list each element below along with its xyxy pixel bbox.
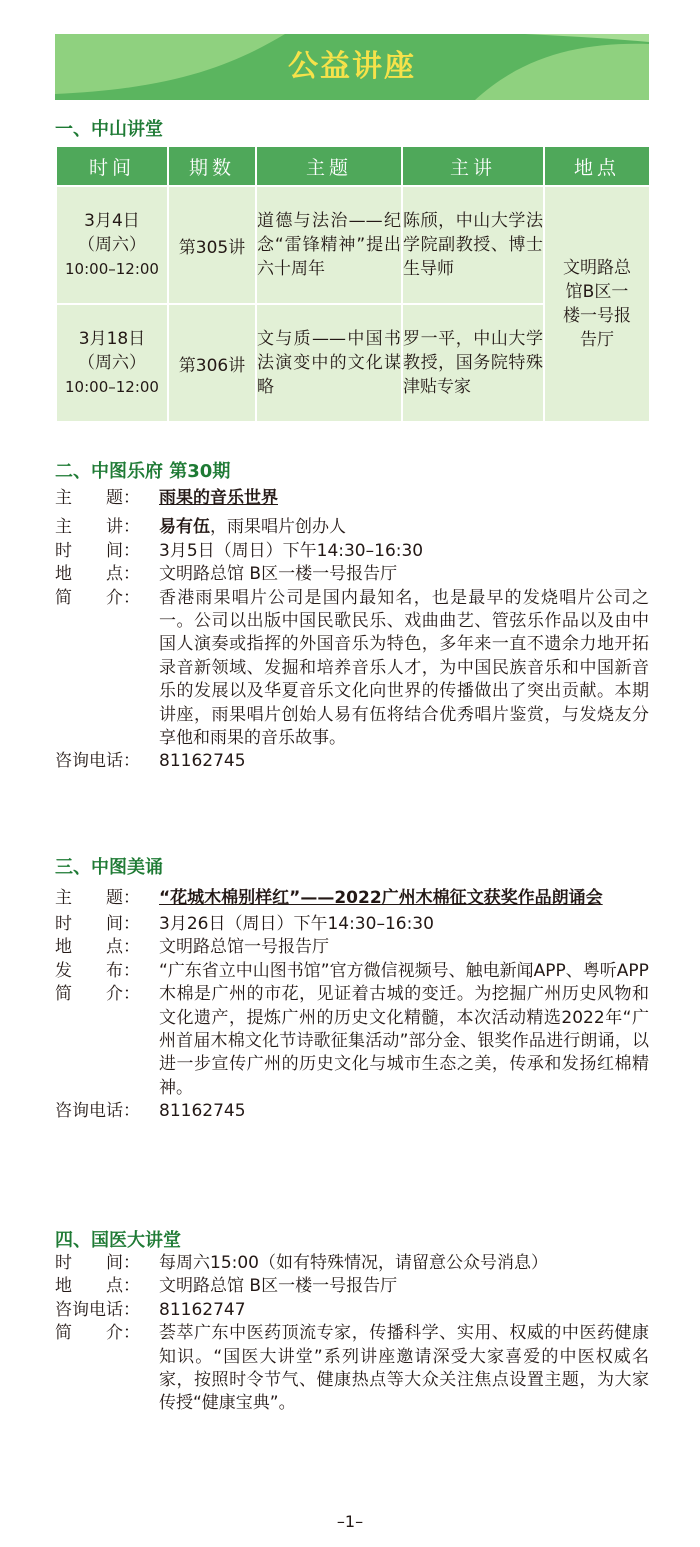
place-label: 地 点：: [55, 937, 140, 958]
date: 3月4日: [84, 211, 140, 231]
intro-value: 木棉是广州的市花，见证着古城的变迁。为挖掘广州历史风物和文化遗产，提炼广州的历史文化精髓，本次活动精选2022年“广州首届木棉文化节诗歌征集活动”部分金、银奖作品进行朗诵，以进一步宣传广州的历史文化与城市生态之美，传承和发扬红棉精神。: [159, 984, 649, 1098]
section1-title: 一、中山讲堂: [55, 119, 163, 140]
intro-label: 简 介：: [55, 984, 140, 1005]
section4-title: 四、国医大讲堂: [55, 1230, 181, 1251]
intro-label: 简 介：: [55, 587, 140, 608]
topic-row: [55, 487, 649, 510]
table-header-row: [56, 146, 650, 186]
place-label: 地 点：: [55, 564, 140, 585]
phone-label: 咨询电话：: [55, 751, 140, 772]
time-value: 每周六15:00（如有特殊情况，请留意公众号消息）: [159, 1253, 548, 1273]
place-row: [55, 563, 649, 586]
place-value: 文明路总馆 B区一楼一号报告厅: [159, 564, 398, 585]
time-row: [55, 540, 649, 563]
time-row: [55, 1252, 649, 1275]
weekday: （周六）: [78, 235, 146, 255]
cell-topic: 道德与法治——纪念“雷锋精神”提出六十周年: [256, 186, 402, 304]
cell-date: [56, 304, 168, 422]
cell-location: [544, 186, 650, 422]
time: 10:00–12:00: [65, 378, 159, 396]
phone-row: [55, 1299, 649, 1322]
topic-label: 主 题：: [55, 488, 140, 508]
section3-title: 三、中图美诵: [55, 857, 163, 878]
section2-title: 二、中图乐府 第30期: [55, 461, 231, 482]
intro-row: [55, 983, 649, 1100]
publish-row: [55, 960, 649, 983]
phone-row: [55, 1100, 649, 1123]
intro-label: 简 介：: [55, 1323, 140, 1344]
section4-info: [55, 1252, 649, 1416]
place-value: 文明路总馆一号报告厅: [159, 937, 329, 958]
weekday: （周六）: [78, 353, 146, 373]
phone-value: 81162745: [159, 751, 246, 772]
topic-value: 雨果的音乐世界: [159, 488, 278, 508]
topic-value: “花城木棉别样红”——2022广州木棉征文获奖作品朗诵会: [159, 888, 603, 908]
intro-value: 香港雨果唱片公司是国内最知名，也是最早的发烧唱片公司之一。公司以出版中国民歌民乐、戏曲曲艺、管弦乐作品以及由中国人演奏或指挥的外国音乐为特色，多年来一直不遗余力地开拓录音新领域、发掘和培养音乐人才，为中国民族音乐和中国新音乐的发展以及华夏音乐文化向世界的传播做出了突出贡献。本期讲座，雨果唱片创始人易有伍将结合优秀唱片鉴赏，与发烧友分享他和雨果的音乐故事。: [159, 587, 649, 749]
header-issue: 期数: [168, 146, 256, 186]
page-number: –1–: [336, 1512, 364, 1531]
intro-row: [55, 587, 649, 751]
banner-title: 公益讲座: [288, 49, 416, 84]
time-label: 时 间：: [55, 914, 140, 934]
header-time: 时间: [56, 146, 168, 186]
publish-label: 发 布：: [55, 960, 140, 981]
topic-row: [55, 883, 649, 913]
time-label: 时 间：: [55, 540, 140, 561]
section3-info: [55, 883, 649, 1124]
table-row: [56, 186, 650, 304]
header-topic: 主题: [256, 146, 402, 186]
header-location: 地点: [544, 146, 650, 186]
phone-value: 81162745: [159, 1101, 246, 1122]
phone-value: 81162747: [159, 1299, 246, 1320]
time: 10:00–12:00: [65, 260, 159, 278]
publish-value: “广东省立中山图书馆”官方微信视频号、触电新闻APP、粤听APP: [159, 960, 649, 981]
lecture-table: [55, 145, 651, 423]
time-value: 3月5日（周日）下午14:30–16:30: [159, 540, 424, 561]
intro-row: [55, 1322, 649, 1416]
cell-speaker: 罗一平，中山大学教授，国务院特殊津贴专家: [402, 304, 544, 422]
cell-issue: 第306讲: [168, 304, 256, 422]
time-row: [55, 913, 649, 936]
speaker-role: ，雨果唱片创办人: [210, 517, 346, 538]
place-value: 文明路总馆 B区一楼一号报告厅: [159, 1276, 398, 1297]
cell-topic: 文与质——中国书法演变中的文化谋略: [256, 304, 402, 422]
section2-info: [55, 487, 649, 774]
time-label: 时 间：: [55, 1253, 140, 1273]
topic-label: 主 题：: [55, 888, 140, 908]
phone-label: 咨询电话：: [55, 1299, 140, 1320]
phone-label: 咨询电话：: [55, 1101, 140, 1122]
cell-issue: 第305讲: [168, 186, 256, 304]
place-label: 地 点：: [55, 1276, 140, 1297]
location-text: 文明路总馆B区一楼一号报告厅: [563, 258, 631, 350]
time-value: 3月26日（周日）下午14:30–16:30: [159, 914, 434, 934]
phone-row: [55, 750, 649, 773]
intro-value: 荟萃广东中医药顶流专家，传播科学、实用、权威的中医药健康知识。“国医大讲堂”系列讲座邀请深受大家喜爱的中医权威名家，按照时令节气、健康热点等大众关注焦点设置主题，为大家传授“健康宝典”。: [159, 1323, 649, 1414]
speaker-label: 主 讲：: [55, 517, 140, 538]
place-row: [55, 1275, 649, 1298]
date: 3月18日: [78, 329, 146, 349]
speaker-value: [159, 516, 649, 539]
header-speaker: 主讲: [402, 146, 544, 186]
place-row: [55, 936, 649, 959]
title-banner: [55, 34, 649, 100]
cell-speaker: 陈颀，中山大学法学院副教授、博士生导师: [402, 186, 544, 304]
cell-date: [56, 186, 168, 304]
speaker-row: [55, 516, 649, 539]
speaker-name: 易有伍: [159, 517, 210, 538]
